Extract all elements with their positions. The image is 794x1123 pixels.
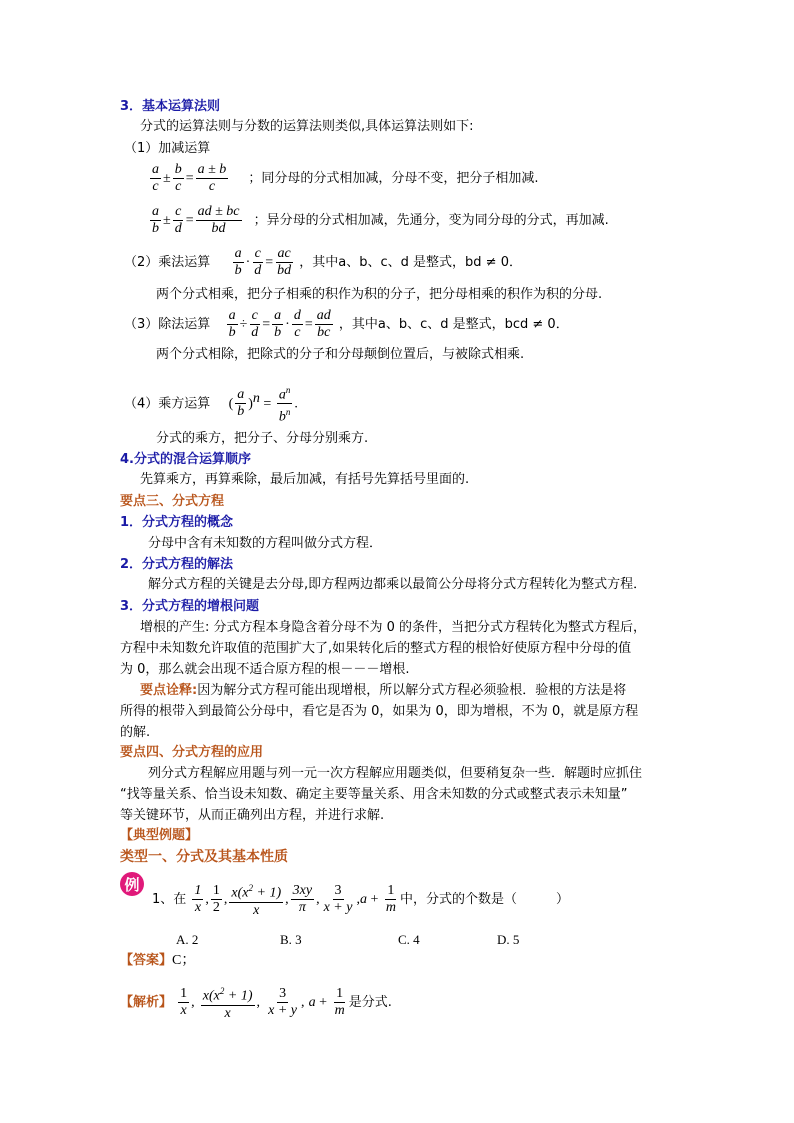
option-c: C. 4 xyxy=(398,932,420,947)
note-line-1 xyxy=(140,682,626,700)
concept-title: 1．分式方程的概念 xyxy=(120,515,234,530)
multiplication-label: （2）乘法运算 xyxy=(124,255,211,270)
formula-same-denominator: $\frac{a}{c}$ ± $\frac{b}{c}$ = $\frac{a \pm b}{c}$ ；同分母的分式相加减，分母不变，把分子相加减. xyxy=(152,162,539,194)
keypoint-3-title: 要点三、分式方程 xyxy=(120,494,225,509)
application-line-3: 等关键环节，从而正确列出方程，并进行求解. xyxy=(120,808,385,823)
formula-diff-denominator: $\frac{a}{b}$ ± $\frac{c}{d}$ = $\frac{ad \pm bc}{bd}$ ；异分母的分式相加减，先通分，变为同分母的分式，再加减. xyxy=(152,204,609,236)
answer-line xyxy=(120,952,195,970)
division-condition: ，其中a、b、c、d 是整式，bcd ≠ 0． xyxy=(338,317,569,332)
extraneous-root-line-2: 方程中未知数允许取值的范围扩大了,如果转化后的整式方程的根恰好使原方程中分母的值 xyxy=(120,641,632,656)
application-line-2: “找等量关系、恰当设未知数、确定主要等量关系、用含未知数的分式或整式表示未知量” xyxy=(120,787,628,802)
question-1: 1、在 $\frac{1}{x}$ , $\frac{1}{2}$ , $\frac{x(x^2 + 1)}{x}$ , $\frac{3xy}{\pi}$ , $\frac{3}{x + y}$ ,a + $\frac{1}{m}$ 中，分式的个数是（ ） xyxy=(152,878,569,922)
multiplication-condition: ，其中a、b、c、d 是整式，bd ≠ 0． xyxy=(299,255,522,270)
diff-denominator-text: ；异分母的分式相加减，先通分，变为同分母的分式，再加减. xyxy=(253,213,609,228)
section-3-intro: 分式的运算法则与分数的运算法则类似,具体运算法则如下: xyxy=(140,119,474,134)
question-prefix: 1、在 xyxy=(152,892,187,907)
solution-text: 解分式方程的关键是去分母,即方程两边都乘以最简公分母将分式方程转化为整式方程． xyxy=(148,577,647,592)
option-b: B. 3 xyxy=(280,932,302,947)
analysis-tag: 【解析】 xyxy=(120,995,173,1010)
section-4-text: 先算乘方，再算乘除，最后加减，有括号先算括号里面的. xyxy=(140,472,470,487)
power-label: （4）乘方运算 xyxy=(124,396,211,412)
multiplication-desc: 两个分式相乘，把分子相乘的积作为积的分子，把分母相乘的积作为积的分母. xyxy=(156,287,603,302)
power-rule: （4）乘方运算 ( $\frac{a}{b}$ )$^n$ = $\frac{a^n}{b^n}$ . xyxy=(124,380,298,426)
section-4-title: 4.分式的混合运算顺序 xyxy=(120,452,251,467)
concept-text: 分母中含有未知数的方程叫做分式方程． xyxy=(148,536,383,551)
option-d: D. 5 xyxy=(497,932,520,947)
add-sub-label: （1）加减运算 xyxy=(124,141,211,156)
extraneous-root-line-3: 为 0，那么就会出现不适合原方程的根－－－增根. xyxy=(120,662,410,677)
question-suffix: 中，分式的个数是（ ） xyxy=(399,892,569,907)
answer-tag: 【答案】 xyxy=(120,953,173,968)
examples-header: 【典型例题】 xyxy=(120,828,199,843)
example-badge: 例 xyxy=(120,872,144,896)
same-denominator-text: ；同分母的分式相加减，分母不变，把分子相加减. xyxy=(248,171,539,186)
note-line-3: 的解. xyxy=(120,725,151,740)
note-line-2: 所得的根带入到最简公分母中，看它是否为 0，如果为 0，即为增根，不为 0，就是原方程 xyxy=(120,704,639,719)
extraneous-root-line-1: 增根的产生: 分式方程本身隐含着分母不为 0 的条件，当把分式方程转化为整式方程后， xyxy=(140,620,647,635)
application-line-1: 列分式方程解应用题与列一元一次方程解应用题类似，但要稍复杂一些．解题时应抓住 xyxy=(148,766,643,781)
power-desc: 分式的乘方，把分子、分母分别乘方. xyxy=(156,431,369,446)
option-a: A. 2 xyxy=(176,932,199,947)
solution-title: 2．分式方程的解法 xyxy=(120,557,234,572)
keypoint-4-title: 要点四、分式方程的应用 xyxy=(120,745,264,760)
division-desc: 两个分式相除，把除式的分子和分母颠倒位置后，与被除式相乘. xyxy=(156,347,525,362)
note-text-1: 因为解分式方程可能出现增根，所以解分式方程必须验根．验根的方法是将 xyxy=(197,683,627,698)
section-3-title: 3．基本运算法则 xyxy=(120,99,221,114)
answer-value: C； xyxy=(172,953,196,968)
analysis-suffix: 是分式. xyxy=(348,995,392,1010)
division-rule: （3）除法运算 $\frac{a}{b}$ ÷ $\frac{c}{d}$ = $\frac{a}{b}$ · $\frac{d}{c}$ = $\frac{ad}{bc}$ ，其中a、b、c、d 是整式，bcd ≠ 0． xyxy=(124,308,569,340)
analysis-line: 【解析】 $\frac{1}{x}$ , $\frac{x(x^2 + 1)}{x}$ , $\frac{3}{x + y}$ , a + $\frac{1}{m}$ 是分式. xyxy=(120,980,392,1026)
extraneous-root-title: 3．分式方程的增根问题 xyxy=(120,599,260,614)
note-tag: 要点诠释: xyxy=(140,683,198,698)
type-1-title: 类型一、分式及其基本性质 xyxy=(120,849,288,865)
division-label: （3）除法运算 xyxy=(124,317,211,332)
multiplication-rule: （2）乘法运算 $\frac{a}{b}$ · $\frac{c}{d}$ = $\frac{ac}{bd}$ ，其中a、b、c、d 是整式，bd ≠ 0． xyxy=(124,246,522,278)
